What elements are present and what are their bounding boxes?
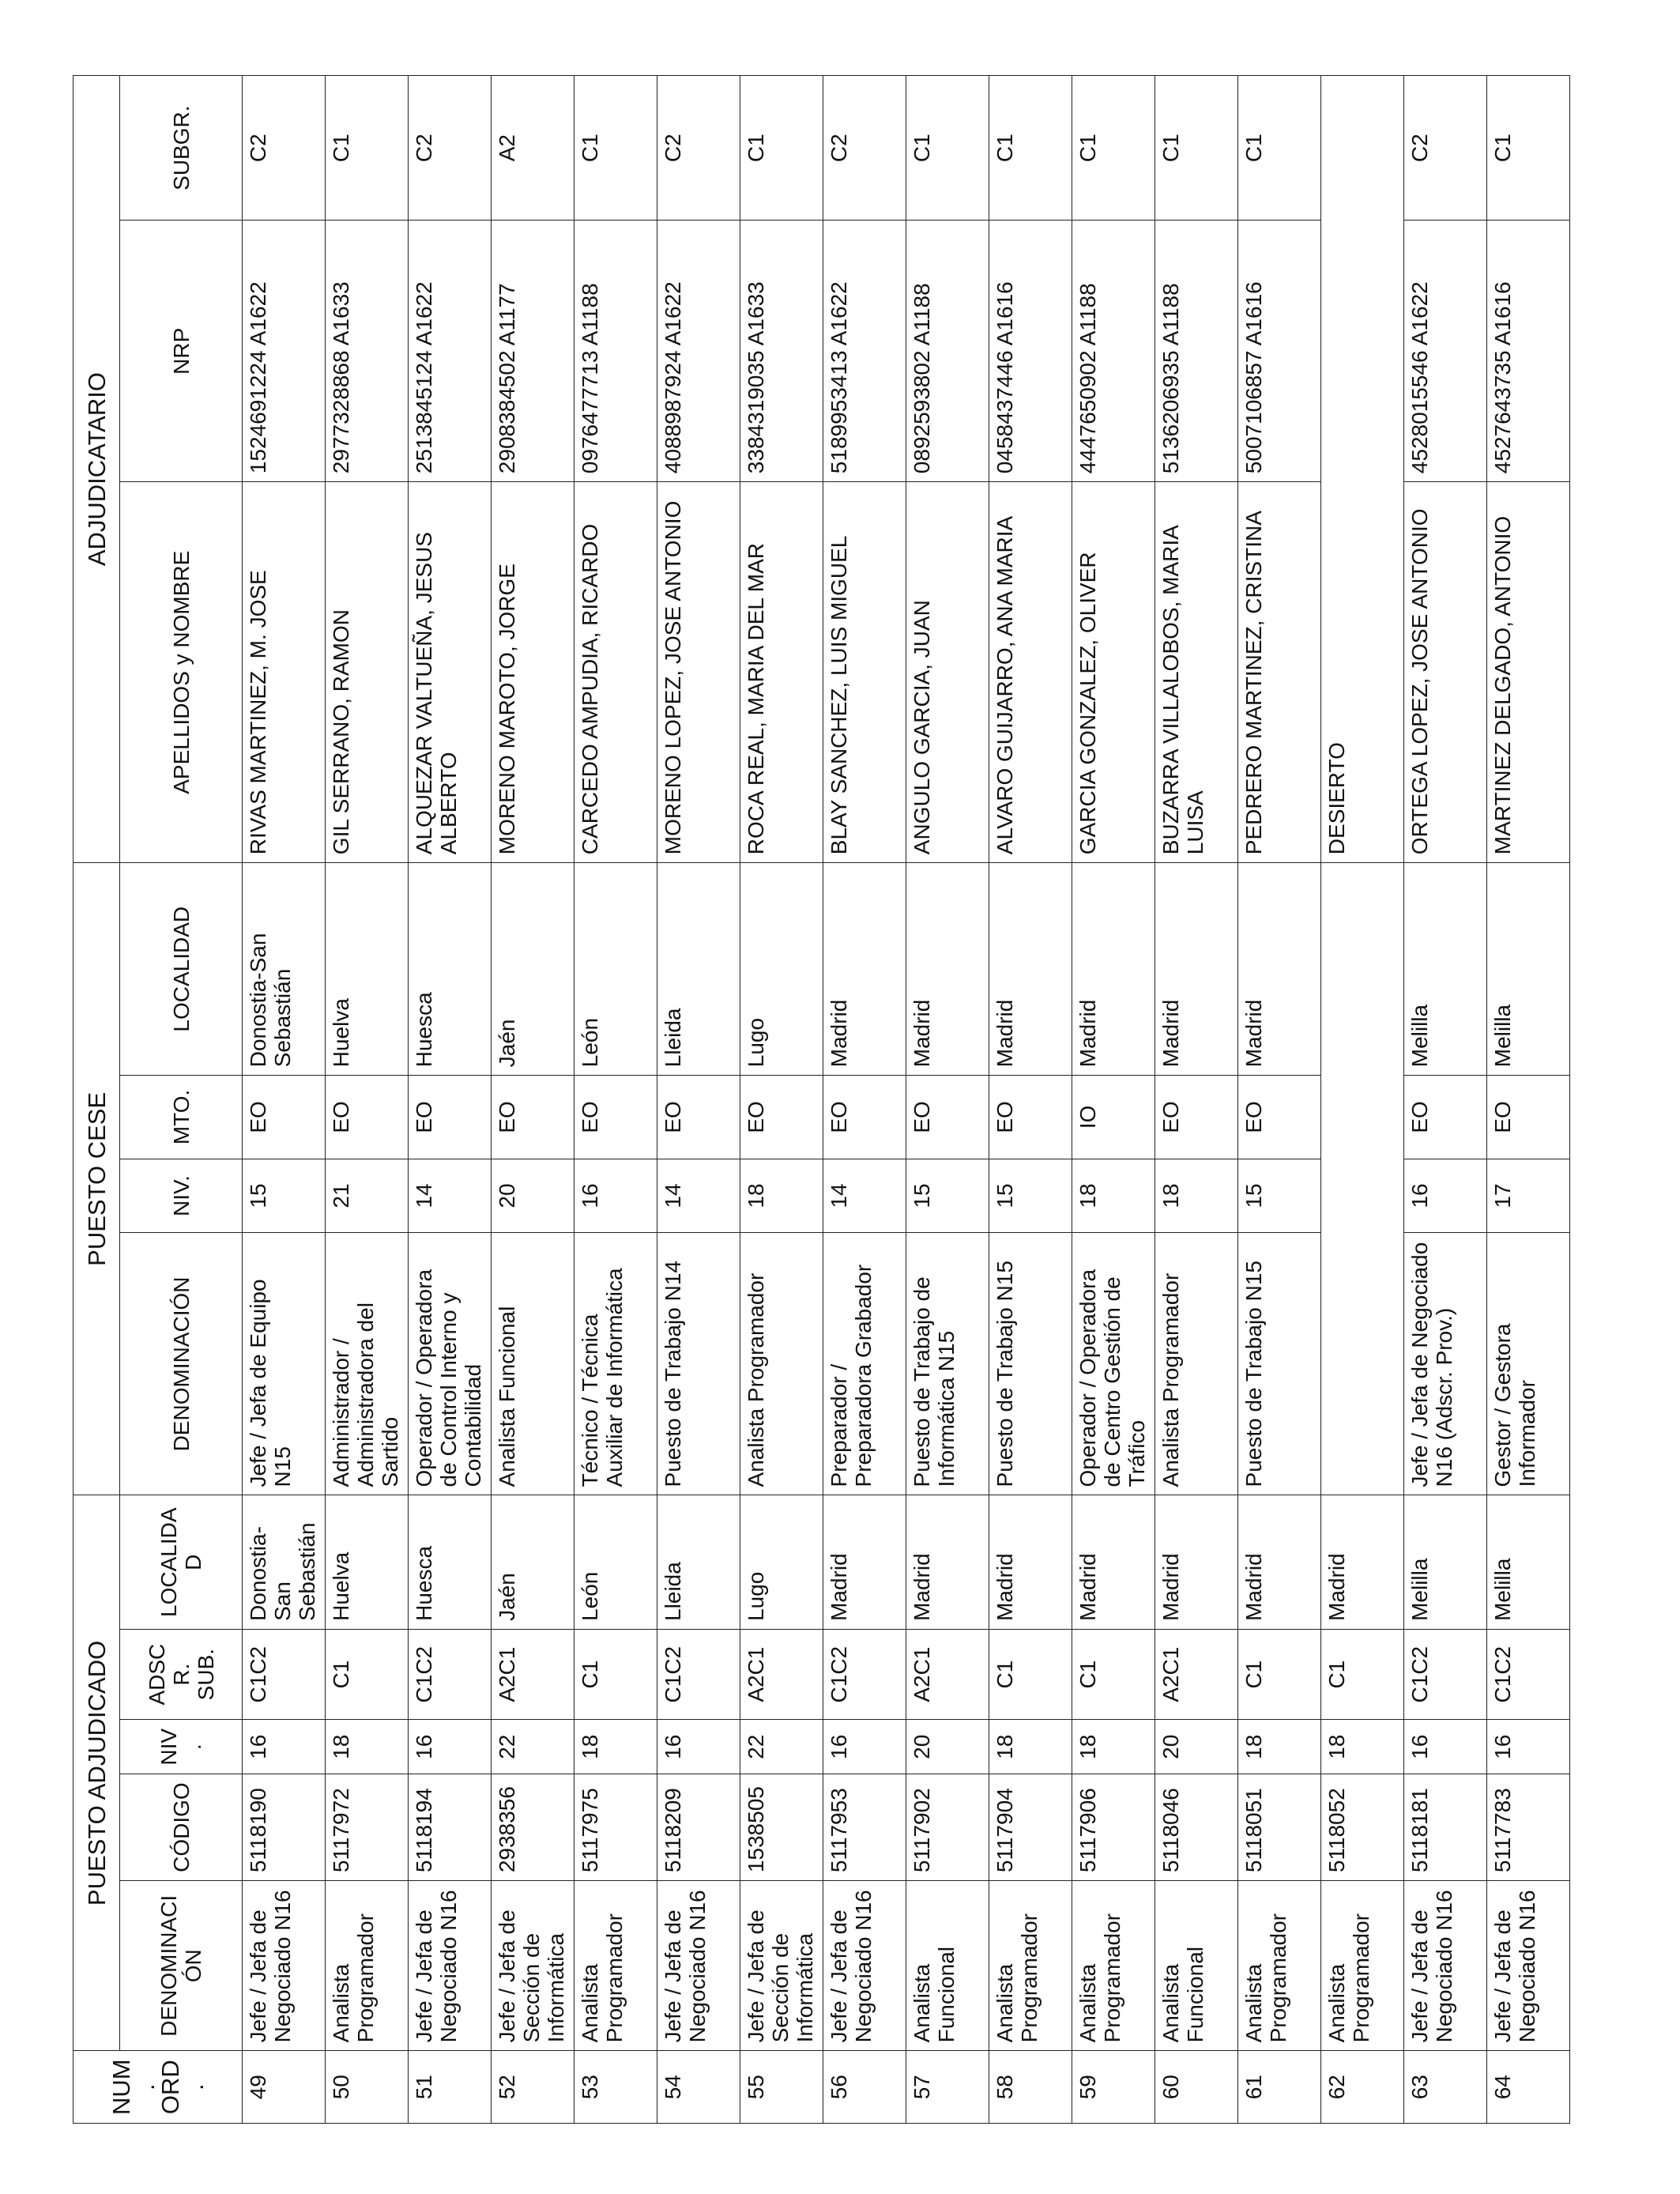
localidad-cell: Madrid bbox=[1155, 1495, 1238, 1629]
cese-denominacion-cell: Analista Funcional bbox=[492, 1233, 574, 1495]
nrp-cell: 0976477713 A1188 bbox=[574, 221, 657, 482]
nivel-cell: 18 bbox=[326, 1720, 409, 1774]
localidad-cell: Donostia-San Sebastián bbox=[243, 1495, 326, 1629]
group-header-row bbox=[73, 76, 120, 2124]
denominacion-cell: Analista Funcional bbox=[1155, 1881, 1238, 2051]
cese-nivel-cell: 15 bbox=[906, 1159, 989, 1233]
puesto-adjudicado-header: PUESTO ADJUDICADO bbox=[73, 1495, 120, 2051]
table-row bbox=[1072, 76, 1155, 2124]
codigo-cell: 5118181 bbox=[1404, 1774, 1487, 1881]
table-row bbox=[823, 76, 906, 2124]
denominacion-cell: Analista Programador bbox=[1072, 1881, 1155, 2051]
num-ord-cell: 62 bbox=[1321, 2051, 1404, 2124]
cese-localidad-cell: Madrid bbox=[823, 863, 906, 1076]
nivel-cell: 16 bbox=[823, 1720, 906, 1774]
cese-denominacion-cell: Puesto de Trabajo de Informática N15 bbox=[906, 1233, 989, 1495]
cese-localidad-cell: Huesca bbox=[409, 863, 492, 1076]
cese-denominacion-cell: Analista Programador bbox=[740, 1233, 823, 1495]
codigo-cell: 5118052 bbox=[1321, 1774, 1404, 1881]
nrp-cell: 5007106857 A1616 bbox=[1238, 221, 1321, 482]
codigo-cell: 5118194 bbox=[409, 1774, 492, 1881]
table-row bbox=[492, 76, 574, 2124]
subgrupo-cell: C1 bbox=[1072, 76, 1155, 221]
subgrupo-cell: C1 bbox=[326, 76, 409, 221]
table-row bbox=[657, 76, 740, 2124]
adscr-cell: C1 bbox=[574, 1629, 657, 1719]
nivel-cell: 18 bbox=[574, 1720, 657, 1774]
cese-nivel-cell: 17 bbox=[1487, 1159, 1570, 1233]
num-ord-cell: 57 bbox=[906, 2051, 989, 2124]
denominacion-cell: Analista Programador bbox=[326, 1881, 409, 2051]
table-row bbox=[1155, 76, 1238, 2124]
apellidos-nombre-cell: MARTINEZ DELGADO, ANTONIO bbox=[1487, 482, 1570, 863]
nivel-cell: 16 bbox=[1404, 1720, 1487, 1774]
column-header: CÓDIGO bbox=[120, 1774, 243, 1881]
column-header: LOCALIDAD bbox=[120, 1495, 243, 1629]
denominacion-cell: Jefe / Jefa de Sección de Informática bbox=[740, 1881, 823, 2051]
nivel-cell: 16 bbox=[409, 1720, 492, 1774]
cese-localidad-cell: Melilla bbox=[1487, 863, 1570, 1076]
nrp-cell: 0458437446 A1616 bbox=[989, 221, 1072, 482]
column-header: SUBGR. bbox=[120, 76, 243, 221]
apellidos-nombre-cell: CARCEDO AMPUDIA, RICARDO bbox=[574, 482, 657, 863]
cese-localidad-cell: Huelva bbox=[326, 863, 409, 1076]
localidad-cell: Madrid bbox=[989, 1495, 1072, 1629]
nivel-cell: 18 bbox=[1321, 1720, 1404, 1774]
cese-localidad-cell: Lleida bbox=[657, 863, 740, 1076]
localidad-cell: Madrid bbox=[823, 1495, 906, 1629]
column-header: DENOMINACIÓN bbox=[120, 1233, 243, 1495]
subgrupo-cell: C1 bbox=[1238, 76, 1321, 221]
cese-nivel-cell: 14 bbox=[823, 1159, 906, 1233]
cese-nivel-cell: 18 bbox=[1155, 1159, 1238, 1233]
subgrupo-cell: C2 bbox=[657, 76, 740, 221]
adscr-cell: C1 bbox=[326, 1629, 409, 1719]
table-row bbox=[1321, 76, 1404, 2124]
cese-nivel-cell: 18 bbox=[1072, 1159, 1155, 1233]
localidad-cell: Madrid bbox=[1072, 1495, 1155, 1629]
nivel-cell: 16 bbox=[243, 1720, 326, 1774]
denominacion-cell: Analista Programador bbox=[574, 1881, 657, 2051]
nivel-cell: 20 bbox=[906, 1720, 989, 1774]
cese-localidad-cell: Melilla bbox=[1404, 863, 1487, 1076]
table-row bbox=[1404, 76, 1487, 2124]
localidad-cell: Madrid bbox=[906, 1495, 989, 1629]
apellidos-nombre-cell: BLAY SANCHEZ, LUIS MIGUEL bbox=[823, 482, 906, 863]
num-ord-cell: 61 bbox=[1238, 2051, 1321, 2124]
motivo-cell: EO bbox=[657, 1076, 740, 1159]
table-row bbox=[409, 76, 492, 2124]
nrp-cell: 5189953413 A1622 bbox=[823, 221, 906, 482]
adscr-cell: C1C2 bbox=[409, 1629, 492, 1719]
subgrupo-cell: C1 bbox=[906, 76, 989, 221]
codigo-cell: 5117972 bbox=[326, 1774, 409, 1881]
nivel-cell: 22 bbox=[740, 1720, 823, 1774]
adjudicacion-table bbox=[73, 75, 1570, 2124]
adscr-cell: C1C2 bbox=[1404, 1629, 1487, 1719]
num-ord-header: NUM. ORD. bbox=[73, 2051, 243, 2124]
num-ord-cell: 50 bbox=[326, 2051, 409, 2124]
nrp-cell: 4528015546 A1622 bbox=[1404, 221, 1487, 482]
table-row bbox=[243, 76, 326, 2124]
column-header-row bbox=[120, 76, 243, 2124]
apellidos-nombre-cell: ROCA REAL, MARIA DEL MAR bbox=[740, 482, 823, 863]
cese-denominacion-cell: Jefe / Jefa de Negociado N16 (Adscr. Prov.) bbox=[1404, 1233, 1487, 1495]
cese-denominacion-cell: Gestor / Gestora Informador bbox=[1487, 1233, 1570, 1495]
subgrupo-cell: C1 bbox=[574, 76, 657, 221]
column-header: NRP bbox=[120, 221, 243, 482]
motivo-cell: IO bbox=[1072, 1076, 1155, 1159]
table-row bbox=[906, 76, 989, 2124]
adscr-cell: C1C2 bbox=[657, 1629, 740, 1719]
nivel-cell: 16 bbox=[1487, 1720, 1570, 1774]
denominacion-cell: Jefe / Jefa de Negociado N16 bbox=[823, 1881, 906, 2051]
subgrupo-cell: C1 bbox=[1155, 76, 1238, 221]
subgrupo-cell: C2 bbox=[409, 76, 492, 221]
adscr-cell: C1C2 bbox=[1487, 1629, 1570, 1719]
cese-localidad-cell: Madrid bbox=[1238, 863, 1321, 1076]
apellidos-nombre-cell: RIVAS MARTINEZ, M. JOSE bbox=[243, 482, 326, 863]
apellidos-nombre-cell: PEDRERO MARTINEZ, CRISTINA bbox=[1238, 482, 1321, 863]
num-ord-cell: 53 bbox=[574, 2051, 657, 2124]
adscr-cell: C1 bbox=[989, 1629, 1072, 1719]
denominacion-cell: Analista Programador bbox=[1238, 1881, 1321, 2051]
motivo-cell: EO bbox=[1404, 1076, 1487, 1159]
apellidos-nombre-cell: ORTEGA LOPEZ, JOSE ANTONIO bbox=[1404, 482, 1487, 863]
motivo-cell: EO bbox=[326, 1076, 409, 1159]
adscr-cell: C1 bbox=[1238, 1629, 1321, 1719]
table-row bbox=[1487, 76, 1570, 2124]
nrp-cell: 4527643735 A1616 bbox=[1487, 221, 1570, 482]
num-ord-cell: 64 bbox=[1487, 2051, 1570, 2124]
motivo-cell: EO bbox=[492, 1076, 574, 1159]
codigo-cell: 5117904 bbox=[989, 1774, 1072, 1881]
nrp-cell: 4088987924 A1622 bbox=[657, 221, 740, 482]
motivo-cell: EO bbox=[409, 1076, 492, 1159]
adjudicatario-header: ADJUDICATARIO bbox=[73, 76, 120, 863]
codigo-cell: 5118190 bbox=[243, 1774, 326, 1881]
codigo-cell: 5117906 bbox=[1072, 1774, 1155, 1881]
apellidos-nombre-cell: BUZARRA VILLALOBOS, MARIA LUISA bbox=[1155, 482, 1238, 863]
motivo-cell: EO bbox=[823, 1076, 906, 1159]
cese-localidad-cell: Madrid bbox=[1155, 863, 1238, 1076]
denominacion-cell: Jefe / Jefa de Negociado N16 bbox=[1404, 1881, 1487, 2051]
codigo-cell: 5118209 bbox=[657, 1774, 740, 1881]
cese-denominacion-cell: Técnico / Técnica Auxiliar de Informática bbox=[574, 1233, 657, 1495]
adscr-cell: A2C1 bbox=[492, 1629, 574, 1719]
num-ord-cell: 58 bbox=[989, 2051, 1072, 2124]
apellidos-nombre-cell: ALVARO GUIJARRO, ANA MARIA bbox=[989, 482, 1072, 863]
column-header: APELLIDOS y NOMBRE bbox=[120, 482, 243, 863]
motivo-cell: EO bbox=[906, 1076, 989, 1159]
motivo-cell: EO bbox=[243, 1076, 326, 1159]
cese-denominacion-cell: Jefe / Jefa de Equipo N15 bbox=[243, 1233, 326, 1495]
localidad-cell: Jaén bbox=[492, 1495, 574, 1629]
cese-nivel-cell: 14 bbox=[409, 1159, 492, 1233]
puesto-cese-header: PUESTO CESE bbox=[73, 863, 120, 1495]
denominacion-cell: Analista Funcional bbox=[906, 1881, 989, 2051]
adscr-cell: C1C2 bbox=[243, 1629, 326, 1719]
localidad-cell: Madrid bbox=[1321, 1495, 1404, 1629]
cese-nivel-cell: 18 bbox=[740, 1159, 823, 1233]
cese-nivel-cell: 14 bbox=[657, 1159, 740, 1233]
denominacion-cell: Jefe / Jefa de Negociado N16 bbox=[657, 1881, 740, 2051]
cese-denominacion-cell: Administrador / Administradora del Sartido bbox=[326, 1233, 409, 1495]
apellidos-nombre-cell: MORENO MAROTO, JORGE bbox=[492, 482, 574, 863]
num-ord-cell: 55 bbox=[740, 2051, 823, 2124]
column-header: NIV. bbox=[120, 1720, 243, 1774]
cese-denominacion-cell: Puesto de Trabajo N14 bbox=[657, 1233, 740, 1495]
subgrupo-cell: A2 bbox=[492, 76, 574, 221]
cese-localidad-cell: Madrid bbox=[1072, 863, 1155, 1076]
motivo-cell: EO bbox=[1238, 1076, 1321, 1159]
num-ord-cell: 51 bbox=[409, 2051, 492, 2124]
subgrupo-cell: C1 bbox=[1487, 76, 1570, 221]
adscr-cell: C1C2 bbox=[823, 1629, 906, 1719]
table-row bbox=[740, 76, 823, 2124]
apellidos-nombre-cell: ALQUEZAR VALTUEÑA, JESUS ALBERTO bbox=[409, 482, 492, 863]
nrp-cell: 4447650902 A1188 bbox=[1072, 221, 1155, 482]
codigo-cell: 5118046 bbox=[1155, 1774, 1238, 1881]
codigo-cell: 5118051 bbox=[1238, 1774, 1321, 1881]
codigo-cell: 1538505 bbox=[740, 1774, 823, 1881]
num-ord-cell: 52 bbox=[492, 2051, 574, 2124]
column-header: MTO. bbox=[120, 1076, 243, 1159]
table-row bbox=[1238, 76, 1321, 2124]
table-row bbox=[574, 76, 657, 2124]
subgrupo-cell: C2 bbox=[243, 76, 326, 221]
motivo-cell: EO bbox=[740, 1076, 823, 1159]
cese-localidad-cell: Jaén bbox=[492, 863, 574, 1076]
num-ord-cell: 49 bbox=[243, 2051, 326, 2124]
cese-localidad-cell: León bbox=[574, 863, 657, 1076]
motivo-cell: EO bbox=[574, 1076, 657, 1159]
apellidos-nombre-cell: ANGULO GARCIA, JUAN bbox=[906, 482, 989, 863]
denominacion-cell: Jefe / Jefa de Negociado N16 bbox=[1487, 1881, 1570, 2051]
apellidos-nombre-cell: MORENO LOPEZ, JOSE ANTONIO bbox=[657, 482, 740, 863]
adscr-cell: A2C1 bbox=[740, 1629, 823, 1719]
localidad-cell: León bbox=[574, 1495, 657, 1629]
cese-denominacion-cell: Operador / Operadora de Control Interno y Contabilidad bbox=[409, 1233, 492, 1495]
num-ord-cell: 63 bbox=[1404, 2051, 1487, 2124]
nrp-cell: 3384319035 A1633 bbox=[740, 221, 823, 482]
codigo-cell: 5117975 bbox=[574, 1774, 657, 1881]
motivo-cell: EO bbox=[1487, 1076, 1570, 1159]
num-ord-cell: 56 bbox=[823, 2051, 906, 2124]
nrp-cell: 5136206935 A1188 bbox=[1155, 221, 1238, 482]
nrp-cell: 2513845124 A1622 bbox=[409, 221, 492, 482]
denominacion-cell: Jefe / Jefa de Negociado N16 bbox=[243, 1881, 326, 2051]
subgrupo-cell: C1 bbox=[989, 76, 1072, 221]
denominacion-cell: Jefe / Jefa de Sección de Informática bbox=[492, 1881, 574, 2051]
subgrupo-cell: C1 bbox=[740, 76, 823, 221]
localidad-cell: Madrid bbox=[1238, 1495, 1321, 1629]
denominacion-cell: Jefe / Jefa de Negociado N16 bbox=[409, 1881, 492, 2051]
subgrupo-cell: C2 bbox=[823, 76, 906, 221]
codigo-cell: 2938356 bbox=[492, 1774, 574, 1881]
cese-nivel-cell: 15 bbox=[1238, 1159, 1321, 1233]
column-header: DENOMINACIÓN bbox=[120, 1881, 243, 2051]
nivel-cell: 20 bbox=[1155, 1720, 1238, 1774]
adscr-cell: A2C1 bbox=[1155, 1629, 1238, 1719]
nivel-cell: 16 bbox=[657, 1720, 740, 1774]
motivo-cell: EO bbox=[989, 1076, 1072, 1159]
denominacion-cell: Analista Programador bbox=[1321, 1881, 1404, 2051]
column-header: ADSCR. SUB. bbox=[120, 1629, 243, 1719]
cese-nivel-cell: 15 bbox=[989, 1159, 1072, 1233]
adscr-cell: A2C1 bbox=[906, 1629, 989, 1719]
localidad-cell: Lleida bbox=[657, 1495, 740, 1629]
localidad-cell: Huesca bbox=[409, 1495, 492, 1629]
nivel-cell: 22 bbox=[492, 1720, 574, 1774]
nrp-cell: 2908384502 A1177 bbox=[492, 221, 574, 482]
cese-localidad-cell: Madrid bbox=[906, 863, 989, 1076]
nivel-cell: 18 bbox=[1238, 1720, 1321, 1774]
table-row bbox=[989, 76, 1072, 2124]
codigo-cell: 5117953 bbox=[823, 1774, 906, 1881]
empty-cese-cell bbox=[1321, 863, 1404, 1495]
motivo-cell: EO bbox=[1155, 1076, 1238, 1159]
cese-localidad-cell: Donostia-San Sebastián bbox=[243, 863, 326, 1076]
nrp-cell: 2977328868 A1633 bbox=[326, 221, 409, 482]
cese-denominacion-cell: Puesto de Trabajo N15 bbox=[989, 1233, 1072, 1495]
nivel-cell: 18 bbox=[1072, 1720, 1155, 1774]
num-ord-cell: 54 bbox=[657, 2051, 740, 2124]
column-header: NIV. bbox=[120, 1159, 243, 1233]
localidad-cell: Melilla bbox=[1487, 1495, 1570, 1629]
num-ord-cell: 59 bbox=[1072, 2051, 1155, 2124]
table-row bbox=[326, 76, 409, 2124]
nrp-cell: 1524691224 A1622 bbox=[243, 221, 326, 482]
cese-nivel-cell: 20 bbox=[492, 1159, 574, 1233]
localidad-cell: Lugo bbox=[740, 1495, 823, 1629]
cese-nivel-cell: 16 bbox=[574, 1159, 657, 1233]
apellidos-nombre-cell: GARCIA GONZALEZ, OLIVER bbox=[1072, 482, 1155, 863]
adscr-cell: C1 bbox=[1321, 1629, 1404, 1719]
cese-denominacion-cell: Analista Programador bbox=[1155, 1233, 1238, 1495]
nrp-cell: 0892593802 A1188 bbox=[906, 221, 989, 482]
rotated-table-wrapper bbox=[73, 75, 1560, 2124]
cese-localidad-cell: Lugo bbox=[740, 863, 823, 1076]
adscr-cell: C1 bbox=[1072, 1629, 1155, 1719]
subgrupo-cell: C2 bbox=[1404, 76, 1487, 221]
cese-denominacion-cell: Operador / Operadora de Centro Gestión de Tráfico bbox=[1072, 1233, 1155, 1495]
nivel-cell: 18 bbox=[989, 1720, 1072, 1774]
cese-denominacion-cell: Preparador / Preparadora Grabador bbox=[823, 1233, 906, 1495]
cese-nivel-cell: 15 bbox=[243, 1159, 326, 1233]
cese-nivel-cell: 16 bbox=[1404, 1159, 1487, 1233]
cese-localidad-cell: Madrid bbox=[989, 863, 1072, 1076]
num-ord-cell: 60 bbox=[1155, 2051, 1238, 2124]
apellidos-nombre-cell: GIL SERRANO, RAMON bbox=[326, 482, 409, 863]
cese-denominacion-cell: Puesto de Trabajo N15 bbox=[1238, 1233, 1321, 1495]
codigo-cell: 5117783 bbox=[1487, 1774, 1570, 1881]
localidad-cell: Melilla bbox=[1404, 1495, 1487, 1629]
cese-nivel-cell: 21 bbox=[326, 1159, 409, 1233]
codigo-cell: 5117902 bbox=[906, 1774, 989, 1881]
desierto-cell: DESIERTO bbox=[1321, 76, 1404, 863]
column-header: LOCALIDAD bbox=[120, 863, 243, 1076]
localidad-cell: Huelva bbox=[326, 1495, 409, 1629]
denominacion-cell: Analista Programador bbox=[989, 1881, 1072, 2051]
